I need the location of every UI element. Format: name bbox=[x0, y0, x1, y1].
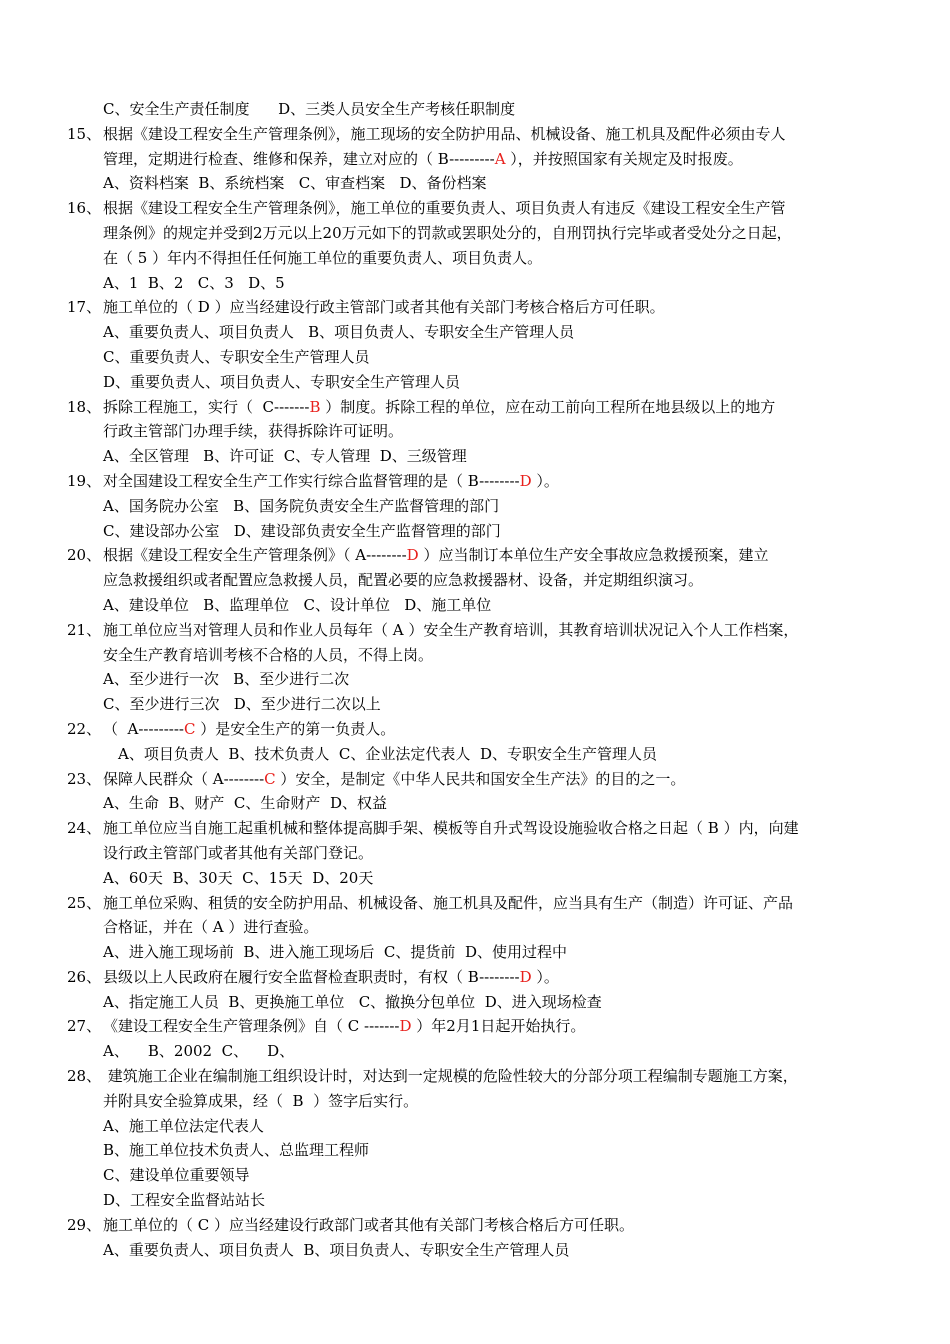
line-text: ）应当制订本单位生产安全事故应急救援预案，建立 bbox=[418, 546, 769, 565]
line-text: 应急救援组织或者配置应急救援人员，配置必要的应急救援器材、设备，并定期组织演习。 bbox=[103, 571, 704, 590]
content-line bbox=[0, 221, 950, 246]
content-line bbox=[0, 1188, 950, 1213]
document-body bbox=[0, 97, 950, 1262]
answer-mark: D bbox=[519, 967, 532, 986]
line-text: D、工程安全监督站站长 bbox=[103, 1191, 266, 1210]
content-line bbox=[0, 667, 950, 692]
line-text: A、60天 B、30天 C、15天 D、20天 bbox=[103, 868, 374, 887]
line-text: 施工单位的（ C ）应当经建设行政部门或者其他有关部门考核合格后方可任职。 bbox=[103, 1215, 635, 1234]
line-text: 根据《建设工程安全生产管理条例》，施工单位的重要负责人、项目负责人有违反《建设工程安全生产管 bbox=[103, 199, 786, 218]
answer-mark: B bbox=[309, 397, 321, 416]
line-text: ）制度。拆除工程的单位，应在动工前向工程所在地县级以上的地方 bbox=[320, 397, 776, 416]
content-line bbox=[0, 1238, 950, 1263]
line-text: ）是安全生产的第一负责人。 bbox=[195, 719, 396, 738]
question-number: 17、 bbox=[67, 298, 102, 317]
question-line bbox=[0, 965, 950, 990]
line-text: ）。 bbox=[531, 967, 559, 986]
question-line bbox=[0, 816, 950, 841]
answer-mark: C bbox=[183, 719, 196, 738]
line-text: ）。 bbox=[531, 471, 559, 490]
line-text: 合格证，并在（ A ）进行查验。 bbox=[103, 918, 319, 937]
question-number: 16、 bbox=[67, 199, 102, 218]
line-text: （ A--------- bbox=[103, 719, 184, 738]
line-text: 理条例》的规定并受到2万元以上20万元如下的罚款或罢职处分的，自刑罚执行完毕或者受处分之日起， bbox=[103, 223, 792, 242]
question-line bbox=[0, 1213, 950, 1238]
question-number: 29、 bbox=[67, 1215, 102, 1234]
line-text: C、至少进行三次 D、至少进行二次以上 bbox=[103, 695, 381, 714]
question-line bbox=[0, 717, 950, 742]
answer-mark: C bbox=[264, 769, 276, 788]
line-text: ）年2月1日起开始执行。 bbox=[411, 1017, 586, 1036]
line-text: 管理，定期进行检查、维修和保养，建立对应的（ B--------- bbox=[103, 149, 495, 168]
content-line bbox=[0, 444, 950, 469]
line-text: 对全国建设工程安全生产工作实行综合监督管理的是（ B-------- bbox=[103, 471, 520, 490]
line-text: 行政主管部门办理手续，获得拆除许可证明。 bbox=[103, 422, 404, 441]
question-line bbox=[0, 395, 950, 420]
line-text: C、建设部办公室 D、建设部负责安全生产监督管理的部门 bbox=[103, 521, 501, 540]
answer-mark: D bbox=[399, 1017, 412, 1036]
line-text: ）安全，是制定《中华人民共和国安全生产法》的目的之一。 bbox=[275, 769, 686, 788]
line-text: 《建设工程安全生产管理条例》自（ C ------- bbox=[103, 1017, 400, 1036]
content-line bbox=[0, 692, 950, 717]
content-line bbox=[0, 370, 950, 395]
line-text: A、进入施工现场前 B、进入施工现场后 C、提货前 D、使用过程中 bbox=[103, 943, 567, 962]
content-line bbox=[0, 320, 950, 345]
question-number: 18、 bbox=[67, 397, 102, 416]
question-line bbox=[0, 618, 950, 643]
content-line bbox=[0, 940, 950, 965]
line-text: C、安全生产责任制度 D、三类人员安全生产考核任职制度 bbox=[103, 100, 516, 118]
line-text: A、项目负责人 B、技术负责人 C、企业法定代表人 D、专职安全生产管理人员 bbox=[118, 744, 657, 763]
content-line bbox=[0, 1114, 950, 1139]
content-line bbox=[0, 990, 950, 1015]
question-number: 22、 bbox=[67, 719, 102, 738]
question-line bbox=[0, 295, 950, 320]
content-line bbox=[0, 271, 950, 296]
line-text: 根据《建设工程安全生产管理条例》，施工现场的安全防护用品、机械设备、施工机具及配件必须由专人 bbox=[103, 124, 786, 143]
content-line bbox=[0, 643, 950, 668]
line-text: C、建设单位重要领导 bbox=[103, 1166, 250, 1185]
line-text: 施工单位采购、租赁的安全防护用品、机械设备、施工机具及配件，应当具有生产（制造）许可证、产品 bbox=[103, 893, 794, 912]
question-number: 27、 bbox=[67, 1017, 102, 1036]
content-line bbox=[0, 1089, 950, 1114]
line-text: D、重要负责人、项目负责人、专职安全生产管理人员 bbox=[103, 372, 461, 391]
content-line bbox=[0, 147, 950, 172]
line-text: 施工单位应当自施工起重机械和整体提高脚手架、模板等自升式驾设设施验收合格之日起（ B ）内，向建 bbox=[103, 819, 799, 838]
content-line bbox=[0, 171, 950, 196]
content-line bbox=[0, 568, 950, 593]
content-line bbox=[0, 345, 950, 370]
line-text: 安全生产教育培训考核不合格的人员，不得上岗。 bbox=[103, 645, 434, 664]
line-text: 根据《建设工程安全生产管理条例》（ A-------- bbox=[103, 546, 407, 565]
line-text: 施工单位应当对管理人员和作业人员每年（ A ）安全生产教育培训，其教育培训状况记入个人工作档案， bbox=[103, 620, 799, 639]
question-line bbox=[0, 767, 950, 792]
line-text: B、施工单位技术负责人、总监理工程师 bbox=[103, 1141, 370, 1160]
line-text: A、至少进行一次 B、至少进行二次 bbox=[103, 670, 350, 689]
question-line bbox=[0, 122, 950, 147]
content-line bbox=[0, 593, 950, 618]
line-text: 保障人民群众（ A-------- bbox=[103, 769, 265, 788]
question-number: 21、 bbox=[67, 620, 102, 639]
line-text: 建筑施工企业在编制施工组织设计时，对达到一定规模的危险性较大的分部分项工程编制专题施工方案， bbox=[103, 1067, 798, 1086]
content-line bbox=[0, 246, 950, 271]
question-number: 15、 bbox=[67, 124, 102, 143]
line-text: 拆除工程施工，实行（ C------- bbox=[103, 397, 310, 416]
line-text: A、生命 B、财产 C、生命财产 D、权益 bbox=[103, 794, 387, 813]
line-text: A、资料档案 B、系统档案 C、审查档案 D、备份档案 bbox=[103, 174, 487, 193]
line-text: A、1 B、2 C、3 D、5 bbox=[103, 273, 285, 292]
question-number: 25、 bbox=[67, 893, 102, 912]
question-line bbox=[0, 1064, 950, 1089]
line-text: A、施工单位法定代表人 bbox=[103, 1116, 264, 1135]
content-line bbox=[0, 1138, 950, 1163]
question-number: 23、 bbox=[67, 769, 102, 788]
content-line bbox=[0, 419, 950, 444]
line-text: A、重要负责人、项目负责人 B、项目负责人、专职安全生产管理人员 bbox=[103, 323, 575, 342]
content-line bbox=[0, 866, 950, 891]
line-text: A、重要负责人、项目负责人 B、项目负责人、专职安全生产管理人员 bbox=[103, 1240, 570, 1259]
question-number: 19、 bbox=[67, 471, 102, 490]
question-line bbox=[0, 1014, 950, 1039]
line-text: 设行政主管部门或者其他有关部门登记。 bbox=[103, 843, 374, 862]
content-line bbox=[0, 1039, 950, 1064]
answer-mark: D bbox=[406, 546, 419, 565]
content-line bbox=[0, 791, 950, 816]
content-line bbox=[0, 494, 950, 519]
line-text: A、指定施工人员 B、更换施工单位 C、撤换分包单位 D、进入现场检查 bbox=[103, 992, 602, 1011]
content-line bbox=[0, 742, 950, 767]
line-text: C、重要负责人、专职安全生产管理人员 bbox=[103, 347, 370, 366]
line-text: 并附具安全验算成果，经（ B ）签字后实行。 bbox=[103, 1091, 419, 1110]
answer-mark: D bbox=[519, 471, 532, 490]
question-line bbox=[0, 891, 950, 916]
line-text: A、国务院办公室 B、国务院负责安全生产监督管理的部门 bbox=[103, 496, 500, 515]
content-line bbox=[0, 97, 950, 122]
line-text: A、 B、2002 C、 D、 bbox=[103, 1042, 295, 1061]
line-text: 在（ 5 ）年内不得担任任何施工单位的重要负责人、项目负责人。 bbox=[103, 248, 543, 267]
question-line bbox=[0, 196, 950, 221]
content-line bbox=[0, 1163, 950, 1188]
content-line bbox=[0, 915, 950, 940]
line-text: A、建设单位 B、监理单位 C、设计单位 D、施工单位 bbox=[103, 595, 492, 614]
question-line bbox=[0, 543, 950, 568]
question-line bbox=[0, 469, 950, 494]
question-number: 26、 bbox=[67, 967, 102, 986]
question-number: 24、 bbox=[67, 819, 102, 838]
line-text: A、全区管理 B、许可证 C、专人管理 D、三级管理 bbox=[103, 447, 467, 466]
content-line bbox=[0, 841, 950, 866]
content-line bbox=[0, 519, 950, 544]
question-number: 28、 bbox=[67, 1067, 102, 1086]
line-text: ），并按照国家有关规定及时报废。 bbox=[505, 149, 743, 168]
line-text: 县级以上人民政府在履行安全监督检查职责时，有权（ B-------- bbox=[103, 967, 520, 986]
question-number: 20、 bbox=[67, 546, 102, 565]
line-text: 施工单位的（ D ）应当经建设行政主管部门或者其他有关部门考核合格后方可任职。 bbox=[103, 298, 665, 317]
answer-mark: A bbox=[494, 149, 506, 168]
